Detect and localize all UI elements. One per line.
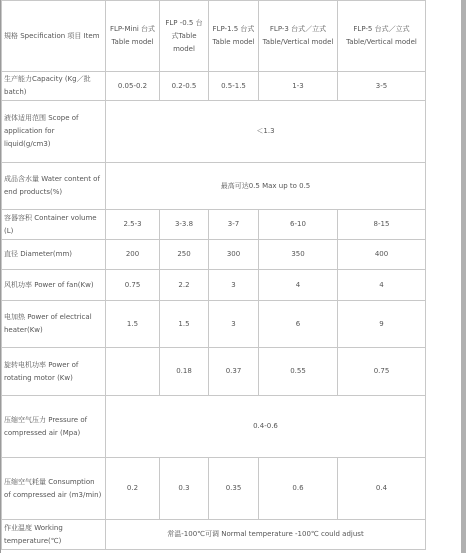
- cell-value: 3-5: [338, 72, 426, 101]
- row-label: 直径 Diameter(mm): [2, 240, 106, 270]
- row-liquid: [2, 101, 426, 163]
- row-motor: [2, 348, 426, 396]
- cell-value: 400: [338, 240, 426, 270]
- cell-value: 6: [259, 301, 338, 348]
- cell-value: 8-15: [338, 210, 426, 240]
- specification-table: [1, 0, 426, 550]
- cell-value: 0.05-0.2: [106, 72, 160, 101]
- cell-value: 0.4: [338, 458, 426, 520]
- cell-value-merged: 常温-100℃可调 Normal temperature -100℃ could adjust: [106, 520, 426, 550]
- row-heater: [2, 301, 426, 348]
- cell-value: 200: [106, 240, 160, 270]
- cell-value: 1-3: [259, 72, 338, 101]
- row-consumption: [2, 458, 426, 520]
- cell-value-merged: ＜1.3: [106, 101, 426, 163]
- cell-value: [106, 348, 160, 396]
- cell-value: 1.5: [106, 301, 160, 348]
- cell-value: 0.75: [106, 270, 160, 301]
- model-header-flp-3: FLP-3 台式／立式Table/Vertical model: [259, 1, 338, 72]
- cell-value: 0.37: [209, 348, 259, 396]
- row-capacity: [2, 72, 426, 101]
- row-label: 成品含水量 Water content of end products(%): [2, 163, 106, 210]
- cell-value: 0.18: [160, 348, 209, 396]
- row-label: 风机功率 Power of fan(Kw): [2, 270, 106, 301]
- cell-value-merged: 0.4-0.6: [106, 396, 426, 458]
- row-container: [2, 210, 426, 240]
- cell-value: 0.35: [209, 458, 259, 520]
- row-temperature: [2, 520, 426, 550]
- cell-value: 1.5: [160, 301, 209, 348]
- cell-value-merged: 最高可达0.5 Max up to 0.5: [106, 163, 426, 210]
- cell-value: 3: [209, 301, 259, 348]
- header-row: [2, 1, 426, 72]
- row-pressure: [2, 396, 426, 458]
- cell-value: 0.2: [106, 458, 160, 520]
- scrollbar-track[interactable]: [461, 0, 466, 553]
- cell-value: 0.75: [338, 348, 426, 396]
- row-label: 生产能力Capacity (Kg／批 batch): [2, 72, 106, 101]
- row-water: [2, 163, 426, 210]
- model-header-flp-0.5: FLP -0.5 台式Table model: [160, 1, 209, 72]
- model-header-flp-1.5: FLP-1.5 台式Table model: [209, 1, 259, 72]
- row-label: 旋转电机功率 Power of rotating motor (Kw): [2, 348, 106, 396]
- model-header-flp-mini: FLP-Mini 台式Table model: [106, 1, 160, 72]
- cell-value: 3: [209, 270, 259, 301]
- cell-value: 300: [209, 240, 259, 270]
- cell-value: 3-3.8: [160, 210, 209, 240]
- cell-value: 3-7: [209, 210, 259, 240]
- cell-value: 0.6: [259, 458, 338, 520]
- row-label: 容器容积 Container volume (L): [2, 210, 106, 240]
- cell-value: 350: [259, 240, 338, 270]
- cell-value: 0.2-0.5: [160, 72, 209, 101]
- cell-value: 250: [160, 240, 209, 270]
- row-label: 作业温度 Working temperature(℃): [2, 520, 106, 550]
- cell-value: 4: [338, 270, 426, 301]
- model-header-flp-5: FLP-5 台式／立式Table/Vertical model: [338, 1, 426, 72]
- cell-value: 4: [259, 270, 338, 301]
- row-label: 液体适用范围 Scope of application for liquid(g/cm3): [2, 101, 106, 163]
- row-diameter: [2, 240, 426, 270]
- cell-value: 2.2: [160, 270, 209, 301]
- cell-value: 6-10: [259, 210, 338, 240]
- cell-value: 2.5-3: [106, 210, 160, 240]
- row-label: 压缩空气压力 Pressure of compressed air (Mpa): [2, 396, 106, 458]
- cell-value: 0.3: [160, 458, 209, 520]
- cell-value: 9: [338, 301, 426, 348]
- row-fan: [2, 270, 426, 301]
- row-label: 压缩空气耗量 Consumption of compressed air (m3/min): [2, 458, 106, 520]
- spec-item-header: 規格 Specification 项目 Item: [2, 1, 106, 72]
- cell-value: 0.55: [259, 348, 338, 396]
- row-label: 电加热 Power of electrical heater(Kw): [2, 301, 106, 348]
- cell-value: 0.5-1.5: [209, 72, 259, 101]
